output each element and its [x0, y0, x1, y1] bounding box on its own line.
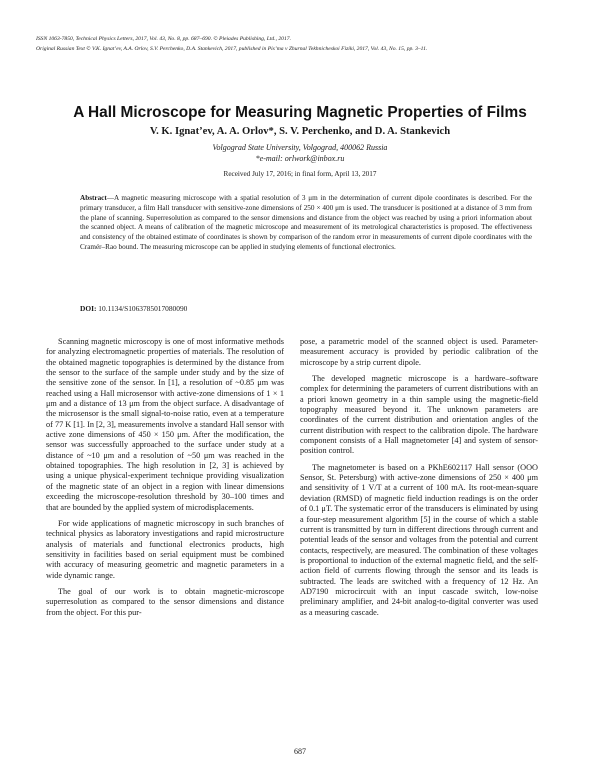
journal-header — [36, 34, 566, 54]
paragraph: pose, a parametric model of the scanned object is used. Parameter-measurement accuracy is provided by periodic calibration of the microscope by a strip current dipole. — [300, 337, 538, 367]
journal-header-line-1: ISSN 1063-7850, Technical Physics Letters, 2017, Vol. 43, No. 8, pp. 687–690. © Pleiades Publishing, Ltd., 2017. — [36, 36, 291, 42]
journal-header-line-2: Original Russian Text © V.K. Ignat’ev, A.A. Orlov, S.V. Perchenko, D.A. Stankevich, 2017, published in Pis’ma v Zhurnal Tekhnicheskoi Fiziki, 2017, Vol. 43, No. 15, pp. 3–11. — [36, 46, 428, 52]
body-column-right — [300, 337, 538, 624]
doi-label: DOI: — [80, 304, 97, 313]
paragraph: Scanning magnetic microscopy is one of most informative methods for analyzing electromagnetic properties of materials. The resolution of the obtained magnetic topographies is determined by the distance from the sensor to the surface of the sample under study and by the size of the sensitive zone of the sensor. In [1], a resolution of ~0.85 μm was reached using a Hall microsensor with active-zone dimensions of 1 × 1 μm and a distance of 13 μm from the object surface. A disadvantage of the microsensor is the small signal-to-noise ratio, even at a temperature of 77 K [1]. In [2, 3], measurements involve a standard Hall sensor with active zone dimensions of 450 × 150 μm. After the modification, the sensor was successfully approached to the surface under study at a distance of ~10 μm and a resolution of ~50 μm was reached in the obtained topographies. The high resolution in [2, 3] is achieved by using a unique physical-experiment technique providing visualization of the magnetic state of an object in a region with linear dimensions exceeding the microscope-resolution threshold by 30–100 times and that are bounded by the applied system of microdisplacements. — [46, 337, 284, 512]
page-number: 687 — [294, 747, 306, 756]
paper-title: A Hall Microscope for Measuring Magnetic Properties of Films — [73, 104, 527, 121]
paragraph: For wide applications of magnetic microscopy in such branches of technical physics as laboratory investigations and rapid microstructure analysis of materials and functional electronics products, high sensitivity in facilities based on serial equipment must be combined with accuracy of measuring geometric and magnetic parameters in a wide dynamic range. — [46, 518, 284, 580]
abstract-label: Abstract — [80, 194, 107, 202]
abstract-text: —A magnetic measuring microscope with a spatial resolution of 3 μm in the determination of current dipole coordinates is described. For the primary transducer, a film Hall transducer with sensitive-zone dimensions of 250 × 400 μm is used. The transducer is positioned at a distance of 3 mm from the plane of scanning. Superresolution as compared to the sensor dimensions and distance from the object was reached by using a priori information about the scanned object. A means of calibration of the magnetic microscope and measurement of its metrological characteristics is proposed. The effectiveness and consistency of the obtained estimate of coordinates is shown by comparison of the random error in measurements of current dipole coordinates with the Cramér–Rao bound. The measuring microscope can be applied in studying elements of functional electronics. — [80, 194, 532, 251]
affiliation-block — [0, 142, 600, 164]
abstract — [80, 194, 532, 253]
received-dates: Received July 17, 2016; in final form, April 13, 2017 — [223, 170, 377, 178]
affiliation: Volgograd State University, Volgograd, 400062 Russia — [212, 143, 388, 152]
paragraph: The developed magnetic microscope is a hardware–software complex for determining the parameters of current distributions with an a priori known geometry in a thin sample using the magnetic-field topography measured beyond it. The unknown parameters are coordinates of the current distribution and orientation angles of the current distribution with respect to the calibration dipole. The hardware component consists of a Hall magnetometer [4] and system of sensor-position control. — [300, 374, 538, 456]
doi-value: 10.1134/S1063785017080090 — [98, 304, 188, 313]
body-column-left — [46, 337, 284, 624]
author-email: *e-mail: orlwork@inbox.ru — [255, 154, 345, 163]
paragraph: The goal of our work is to obtain magnetic-microscope superresolution as compared to the sensor dimensions and distance from the object. For this pur- — [46, 586, 284, 617]
doi — [80, 304, 380, 313]
paragraph: The magnetometer is based on a PKhE602117 Hall sensor (OOO Sensor, St. Petersburg) with active-zone dimensions of 250 × 400 μm and sensitivity of 1 V/T at a current of 100 mA. Its root-mean-square deviation (RMSD) of magnetic field induction readings is on the order of 0.1 μT. The systematic error of the transducers is eliminated by using a four-step measurement algorithm [5] in the course of which a stable current is transmitted by turn in different directions through current and potential leads of the sensor and voltages from the potential and current contacts, respectively, are measured. The combination of these voltages is proportional to induction of the external magnetic field, and the self-action field of currents flowing through the sensor and its leads is subtracted. The leads are switched with a frequency of 12 Hz. An AD7190 microcircuit with an input cascade switch, low-noise preliminary amplifier, and 24-bit analog-to-digital converter was used as a measuring cascade. — [300, 462, 538, 617]
paper-authors: V. K. Ignat’ev, A. A. Orlov*, S. V. Perchenko, and D. A. Stankevich — [149, 126, 451, 137]
